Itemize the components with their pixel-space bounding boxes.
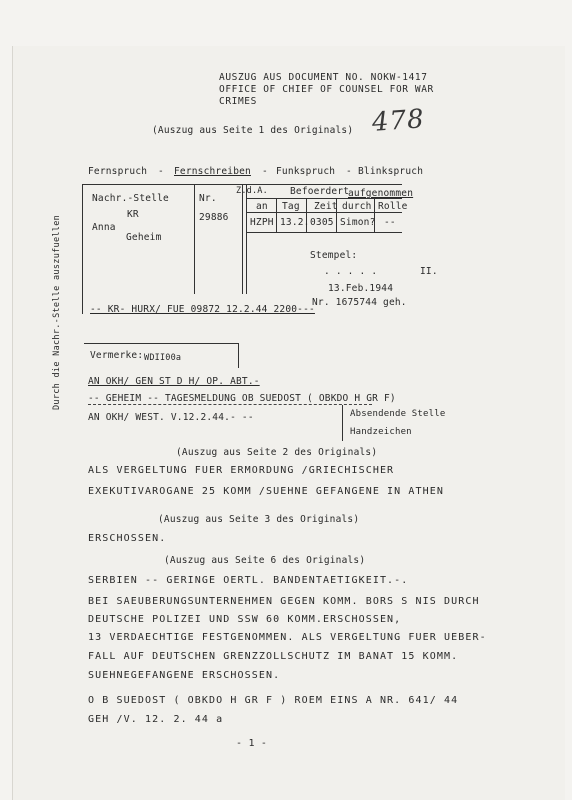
message-type-funkspruch: Funkspruch (276, 166, 336, 177)
col-an: an (256, 201, 268, 212)
header-line-3: CRIMES (219, 96, 257, 107)
form-anna: Anna (92, 222, 116, 233)
body-p3-line-1: ERSCHOSSEN. (88, 533, 167, 544)
col-zeit: Zeit (314, 201, 338, 212)
message-type-blinkspruch: Blinkspruch (358, 166, 424, 177)
routing-line-1: AN OKH/ GEN ST D H/ OP. ABT.- (88, 376, 260, 387)
row-an: HZPH (250, 217, 274, 228)
body-p2-line-2: EXEKUTIVAROGANE 25 KOMM /SUEHNE GEFANGENE IN ATHEN (88, 486, 445, 497)
message-type-fernschreiben: Fernschreiben (174, 166, 251, 177)
excerpt-page-2: (Auszug aus Seite 2 des Originals) (176, 447, 378, 458)
form-kr: KR (127, 209, 139, 220)
stempel-ii: II. (420, 266, 438, 277)
message-type-dash-2: - (262, 166, 268, 177)
form-geheim: Geheim (126, 232, 162, 243)
routing-line-2-underline (88, 404, 372, 405)
row-durch: Simon? (340, 217, 376, 228)
vermerke-value: WDII00a (144, 353, 182, 363)
row-rolle: -- (384, 217, 396, 228)
excerpt-page-6: (Auszug aus Seite 6 des Originals) (164, 555, 366, 566)
excerpt-page-1: (Auszug aus Seite 1 des Originals) (152, 125, 354, 136)
row-tag: 13.2. (280, 217, 310, 228)
routing-line-2: -- GEHEIM -- TAGESMELDUNG OB SUEDOST ( OBKDO H GR F) (88, 393, 396, 404)
aufgenommen-label: aufgenommen (348, 188, 414, 199)
routing-line: -- KR- HURX/ FUE 09872 12.2.44 2200--- (90, 304, 315, 315)
body-p6-line-4: 13 VERDAECHTIGE FESTGENOMMEN. ALS VERGELTUNG FUER UEBER- (88, 632, 487, 643)
stempel-label: Stempel: (310, 250, 358, 261)
nr-value: 29886 (199, 212, 229, 223)
form-divider-nr-left (194, 184, 195, 294)
excerpt-page-3: (Auszug aus Seite 3 des Originals) (158, 514, 360, 525)
vermerke-top-border (84, 343, 238, 344)
body-p6-line-7: O B SUEDOST ( OBKDO H GR F ) ROEM EINS A NR. 641/ 44 (88, 695, 459, 706)
body-p2-line-1: ALS VERGELTUNG FUER ERMORDUNG /GRIECHISCHER (88, 465, 395, 476)
nr-label: Nr. (199, 193, 217, 204)
paper-sheet (12, 46, 565, 800)
form-divider-nr-right (242, 184, 243, 294)
row-zeit: 0305 (310, 217, 334, 228)
body-p6-line-6: SUEHNEGEFANGENE ERSCHOSSEN. (88, 670, 281, 681)
zda-label: Z.d.A. (236, 186, 268, 196)
body-p6-line-2: BEI SAEUBERUNGSUNTERNEHMEN GEGEN KOMM. BORS S NIS DURCH (88, 596, 480, 607)
routing-line-3: AN OKH/ WEST. V.12.2.44.- -- (88, 412, 254, 423)
col-rolle: Rolle (378, 201, 408, 212)
vermerke-label: Vermerke: (90, 350, 144, 361)
body-p6-line-5: FALL AUF DEUTSCHEN GRENZZOLLSCHUTZ IM BANAT 15 KOMM. (88, 651, 459, 662)
stempel-nr: Nr. 1675744 geh. (312, 297, 407, 308)
message-type-fernspruch: Fernspruch (88, 166, 148, 177)
header-line-1: AUSZUG AUS DOCUMENT NO. NOKW-1417 (219, 72, 428, 83)
form-divider-an (276, 198, 277, 232)
body-p6-line-3: DEUTSCHE POLIZEI UND SSW 60 KOMM.ERSCHOSSEN, (88, 614, 402, 625)
befoerdert-label: Befoerdert (290, 186, 350, 197)
header-line-2: OFFICE OF CHIEF OF COUNSEL FOR WAR (219, 84, 434, 95)
nachr-stelle-label: Nachr.-Stelle (92, 193, 169, 204)
form-colhead-rule (246, 212, 402, 213)
absendende-box-left (342, 405, 343, 441)
stempel-date: 13.Feb.1944 (328, 283, 394, 294)
page-number: - 1 - (236, 738, 268, 749)
side-label: Durch die Nachr.-Stelle auszufuellen (52, 214, 62, 410)
absendende-stelle: Absendende Stelle (350, 409, 446, 419)
message-type-dash-3: - (346, 166, 352, 177)
message-type-dash-1: - (158, 166, 164, 177)
stempel-dots: . . . . . (324, 266, 378, 277)
handwritten-number: 478 (371, 104, 426, 138)
form-row-rule (246, 232, 402, 233)
col-tag: Tag (282, 201, 300, 212)
body-p6-line-1: SERBIEN -- GERINGE OERTL. BANDENTAETIGKEIT.-. (88, 575, 409, 586)
handzeichen: Handzeichen (350, 427, 412, 437)
col-durch: durch (342, 201, 372, 212)
body-p6-line-8: GEH /V. 12. 2. 44 a (88, 714, 224, 725)
vermerke-right-border (238, 343, 239, 368)
form-divider-zda (246, 184, 247, 294)
form-left-border (82, 184, 83, 314)
